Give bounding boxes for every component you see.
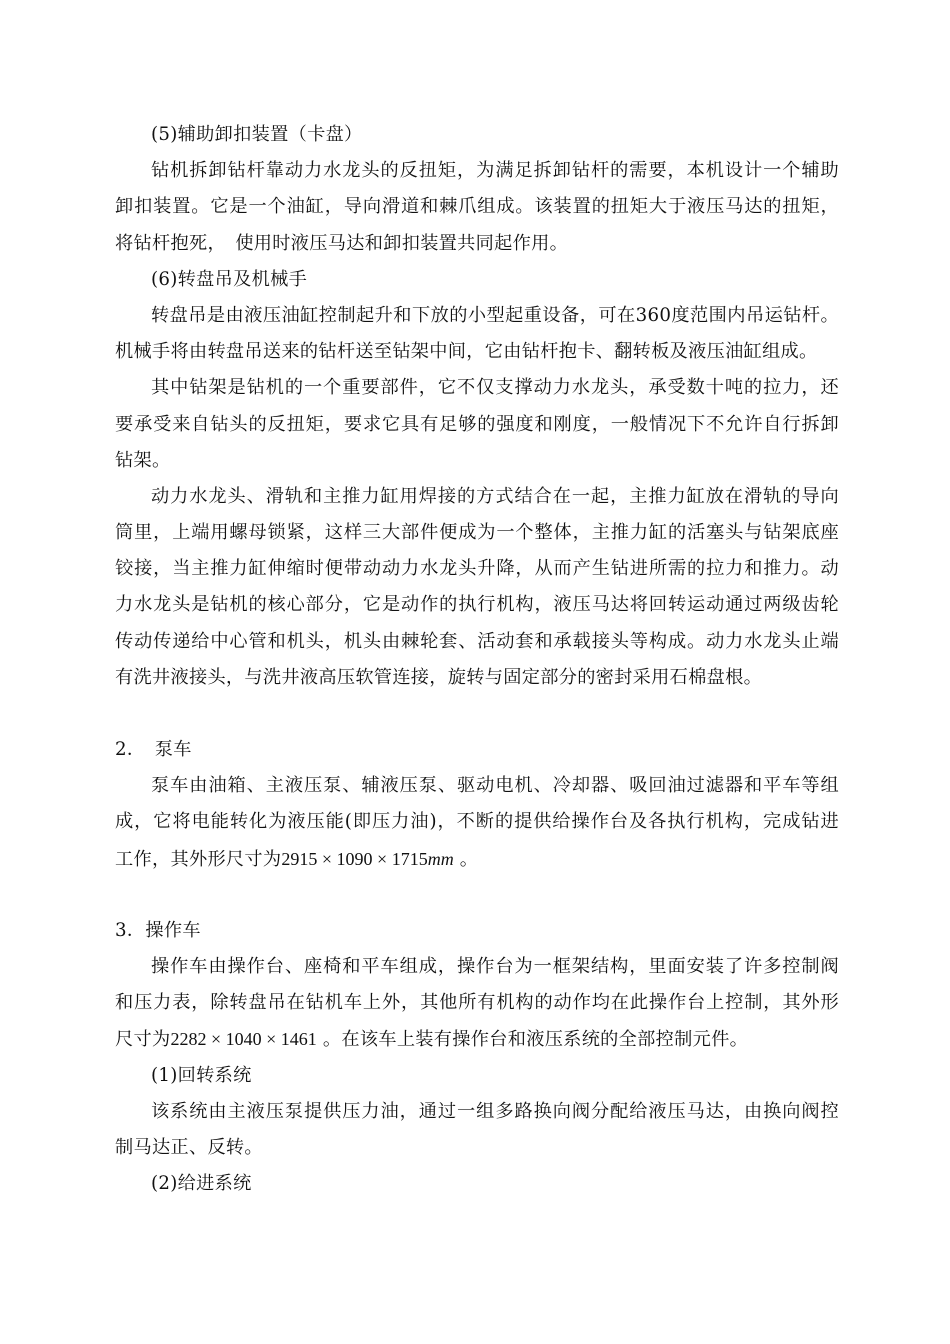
paragraph-line: 有洗井液接头，与洗井液高压软管连接，旋转与固定部分的密封采用石棉盘根。 (115, 666, 763, 688)
section-heading-feed-system: (2)给进系统 (151, 1173, 252, 1195)
paragraph-line: 将钻杆抱死， 使用时液压马达和卸扣装置共同起作用。 (115, 232, 569, 254)
paragraph-line: 成，它将电能转化为液压能(即压力油)，不断的提供给操作台及各执行机构，完成钻进 (115, 811, 839, 833)
paragraph-line: 转盘吊是由液压油缸控制起升和下放的小型起重设备，可在360度范围内吊运钻杆。 (151, 304, 839, 326)
text-fragment: 尺寸为 (115, 1029, 171, 1051)
section-heading-turntable-crane: (6)转盘吊及机械手 (151, 268, 308, 290)
paragraph-line-dimensions (115, 1021, 839, 1057)
paragraph-line: 和压力表，除转盘吊在钻机车上外，其他所有机构的动作均在此操作台上控制，其外形 (115, 992, 839, 1014)
paragraph-line: 力水龙头是钻机的核心部分，它是动作的执行机构，液压马达将回转运动通过两级齿轮 (115, 594, 839, 616)
dimension-formula (281, 849, 453, 869)
paragraph-line: 动力水龙头、滑轨和主推力缸用焊接的方式结合在一起，主推力缸放在滑轨的导向 (151, 485, 839, 507)
section-heading-chuck: (5)辅助卸扣装置（卡盘） (151, 124, 363, 145)
paragraph-line: 传动传递给中心管和机头，机头由棘轮套、活动套和承载接头等构成。动力水龙头止端 (115, 630, 839, 652)
dimension-unit: mm (427, 848, 454, 869)
paragraph-line: 操作车由操作台、座椅和平车组成，操作台为一框架结构，里面安装了许多控制阀 (151, 955, 839, 977)
paragraph-line: 泵车由油箱、主液压泵、辅液压泵、驱动电机、冷却器、吸回油过滤器和平车等组 (151, 775, 839, 797)
text-fragment: 。 (453, 848, 479, 870)
paragraph-line: 制马达正、反转。 (115, 1136, 263, 1158)
paragraph-line: 钻架。 (115, 449, 171, 471)
paragraph-line: 要承受来自钻头的反扭矩，要求它具有足够的强度和刚度，一般情况下不允许自行拆卸 (115, 413, 839, 435)
paragraph-line: 铰接，当主推力缸伸缩时便带动动力水龙头升降，从而产生钻进所需的拉力和推力。动 (115, 558, 839, 580)
paragraph-line: 卸扣装置。它是一个油缸，导向滑道和棘爪组成。该装置的扭矩大于液压马达的扭矩， (115, 196, 839, 218)
blank-line (115, 877, 839, 913)
paragraph-line-dimensions (115, 841, 839, 877)
paragraph-line: 该系统由主液压泵提供压力油，通过一组多路换向阀分配给液压马达，由换向阀控 (151, 1100, 839, 1122)
dimension-values: 2915 × 1090 × 1715 (281, 848, 428, 869)
paragraph-line: 机械手将由转盘吊送来的钻杆送至钻架中间，它由钻杆抱卡、翻转板及液压油缸组成。 (115, 341, 818, 363)
section-heading-operation-truck: 3．操作车 (115, 919, 201, 941)
text-fragment: 。在该车上装有操作台和液压系统的全部控制元件。 (316, 1029, 749, 1051)
section-heading-rotation-system: (1)回转系统 (151, 1064, 252, 1086)
section-heading-pump-truck: 2． 泵车 (115, 739, 192, 760)
text-fragment: 工作，其外形尺寸为 (115, 848, 282, 870)
dimension-formula: 2282 × 1040 × 1461 (170, 1029, 317, 1050)
blank-line (115, 696, 839, 732)
paragraph-line: 钻机拆卸钻杆靠动力水龙头的反扭矩，为满足拆卸钻杆的需要，本机设计一个辅助 (151, 160, 839, 182)
paragraph-line: 筒里，上端用螺母锁紧，这样三大部件便成为一个整体，主推力缸的活塞头与钻架底座 (115, 522, 839, 544)
paragraph-line: 其中钻架是钻机的一个重要部件，它不仅支撑动力水龙头，承受数十吨的拉力，还 (151, 377, 839, 399)
page-content (115, 117, 839, 1202)
